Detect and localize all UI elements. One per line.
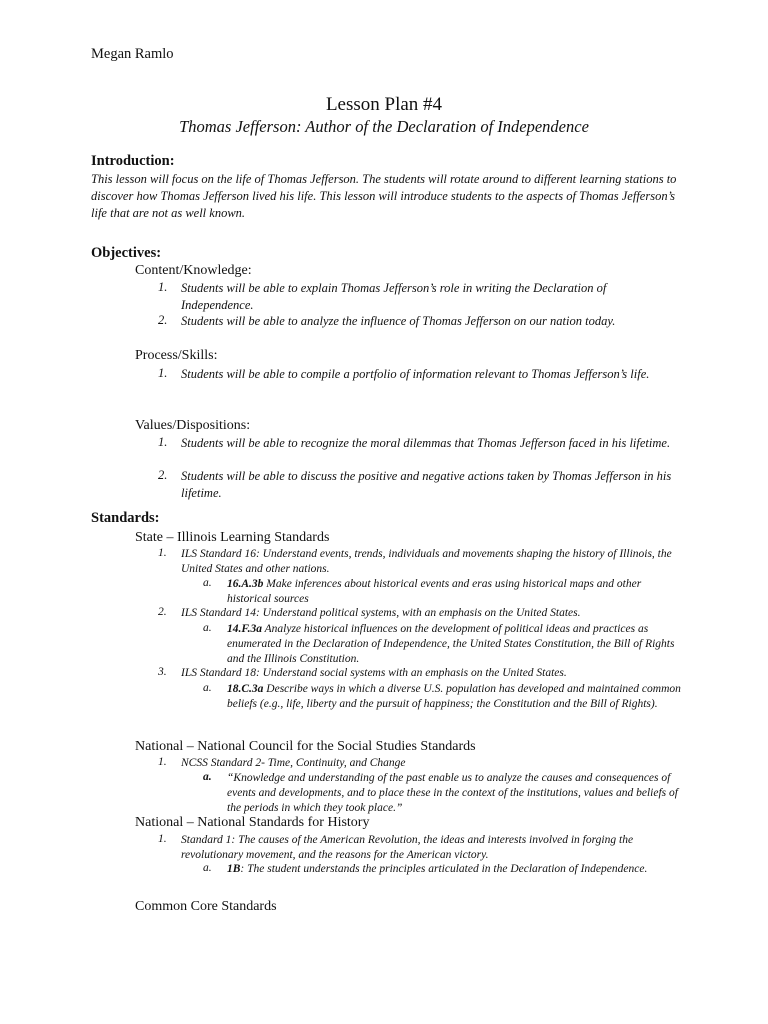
objective-item: Students will be able to analyze the influence of Thomas Jefferson on our nation today. xyxy=(181,314,616,328)
introduction-heading: Introduction: xyxy=(91,153,175,169)
standard-sub-text: Describe ways in which a diverse U.S. population has developed and maintained common beliefs (e.g., life, liberty and the pursuit of happiness; the Constitution and the Bill of Rights). xyxy=(227,683,681,710)
content-knowledge-label: Content/Knowledge: xyxy=(135,263,252,278)
objective-item: Students will be able to discuss the positive and negative actions taken by Thomas Jefferson in his lifetime. xyxy=(181,469,672,500)
standard-sub-text: : The student understands the principles articulated in the Declaration of Independence. xyxy=(240,863,648,875)
list-number: 2. xyxy=(158,313,168,327)
list-letter: a. xyxy=(203,862,212,874)
ncss-standards-label: National – National Council for the Social Studies Standards xyxy=(135,739,476,754)
list-number: 1. xyxy=(158,756,167,768)
standard-sub-item xyxy=(227,862,682,877)
standard-item: ILS Standard 18: Understand social systems with an emphasis on the United States. xyxy=(181,667,567,679)
list-number: 3. xyxy=(158,666,167,678)
standard-item: NCSS Standard 2- Time, Continuity, and Change xyxy=(181,757,406,769)
list-letter: a. xyxy=(203,682,212,694)
objective-item: Students will be able to explain Thomas Jefferson’s role in writing the Declaration of Independence. xyxy=(181,281,607,312)
list-letter: a. xyxy=(203,622,212,634)
history-standards-label: National – National Standards for History xyxy=(135,815,370,830)
page-subtitle: Thomas Jefferson: Author of the Declaration of Independence xyxy=(179,117,589,136)
list-letter: a. xyxy=(203,771,212,783)
standard-sub-item: “Knowledge and understanding of the past enable us to analyze the causes and consequences of events and developments, and to place these in the context of the institutions, values and beliefs of the periods in which they took place.” xyxy=(227,772,678,814)
standard-item: ILS Standard 16: Understand events, trends, individuals and movements shaping the history of Illinois, the United States and other nations. xyxy=(181,548,672,575)
standard-sub-item xyxy=(227,622,682,667)
standard-sub-item xyxy=(227,577,682,607)
process-skills-label: Process/Skills: xyxy=(135,348,218,363)
objective-item: Students will be able to recognize the moral dilemmas that Thomas Jefferson faced in his lifetime. xyxy=(181,436,671,450)
standard-sub-text: Make inferences about historical events and eras using historical maps and other historical sources xyxy=(227,578,642,605)
objective-item: Students will be able to compile a portfolio of information relevant to Thomas Jefferson’s life. xyxy=(181,367,650,381)
standard-sub-item xyxy=(227,682,682,712)
list-number: 1. xyxy=(158,366,168,380)
page-title: Lesson Plan #4 xyxy=(325,94,443,115)
objectives-heading: Objectives: xyxy=(91,245,162,261)
author-name: Megan Ramlo xyxy=(91,46,174,62)
list-number: 1. xyxy=(158,435,168,449)
values-dispositions-label: Values/Dispositions: xyxy=(135,418,251,433)
standard-item: ILS Standard 14: Understand political systems, with an emphasis on the United States. xyxy=(181,607,581,619)
standard-sub-text: Analyze historical influences on the development of political ideas and practices as enumerated in the Declaration of Independence, the United States Constitution, the Bill of Rights and the Illinois Constitution. xyxy=(227,623,675,665)
list-number: 2. xyxy=(158,468,168,482)
state-standards-label: State – Illinois Learning Standards xyxy=(135,530,330,545)
standard-code: 18.C.3a xyxy=(227,683,264,695)
common-core-label: Common Core Standards xyxy=(135,899,277,914)
list-number: 1. xyxy=(158,833,167,845)
list-number: 1. xyxy=(158,547,167,559)
introduction-text: This lesson will focus on the life of Thomas Jefferson. The students will rotate around to different learning stations to discover how Thomas Jefferson lived his life. This lesson will introduce students to the aspects of Thomas Jefferson’s life that are not as well known. xyxy=(91,172,677,220)
standards-heading: Standards: xyxy=(91,510,160,526)
standard-code: 1B xyxy=(227,863,241,875)
standard-item: Standard 1: The causes of the American Revolution, the ideas and interests involved in forging the revolutionary movement, and the reasons for the American victory. xyxy=(181,834,634,861)
standard-code: 16.A.3b xyxy=(227,578,264,590)
list-number: 2. xyxy=(158,606,167,618)
list-number: 1. xyxy=(158,280,168,294)
list-letter: a. xyxy=(203,577,212,589)
standard-code: 14.F.3a xyxy=(227,623,262,635)
